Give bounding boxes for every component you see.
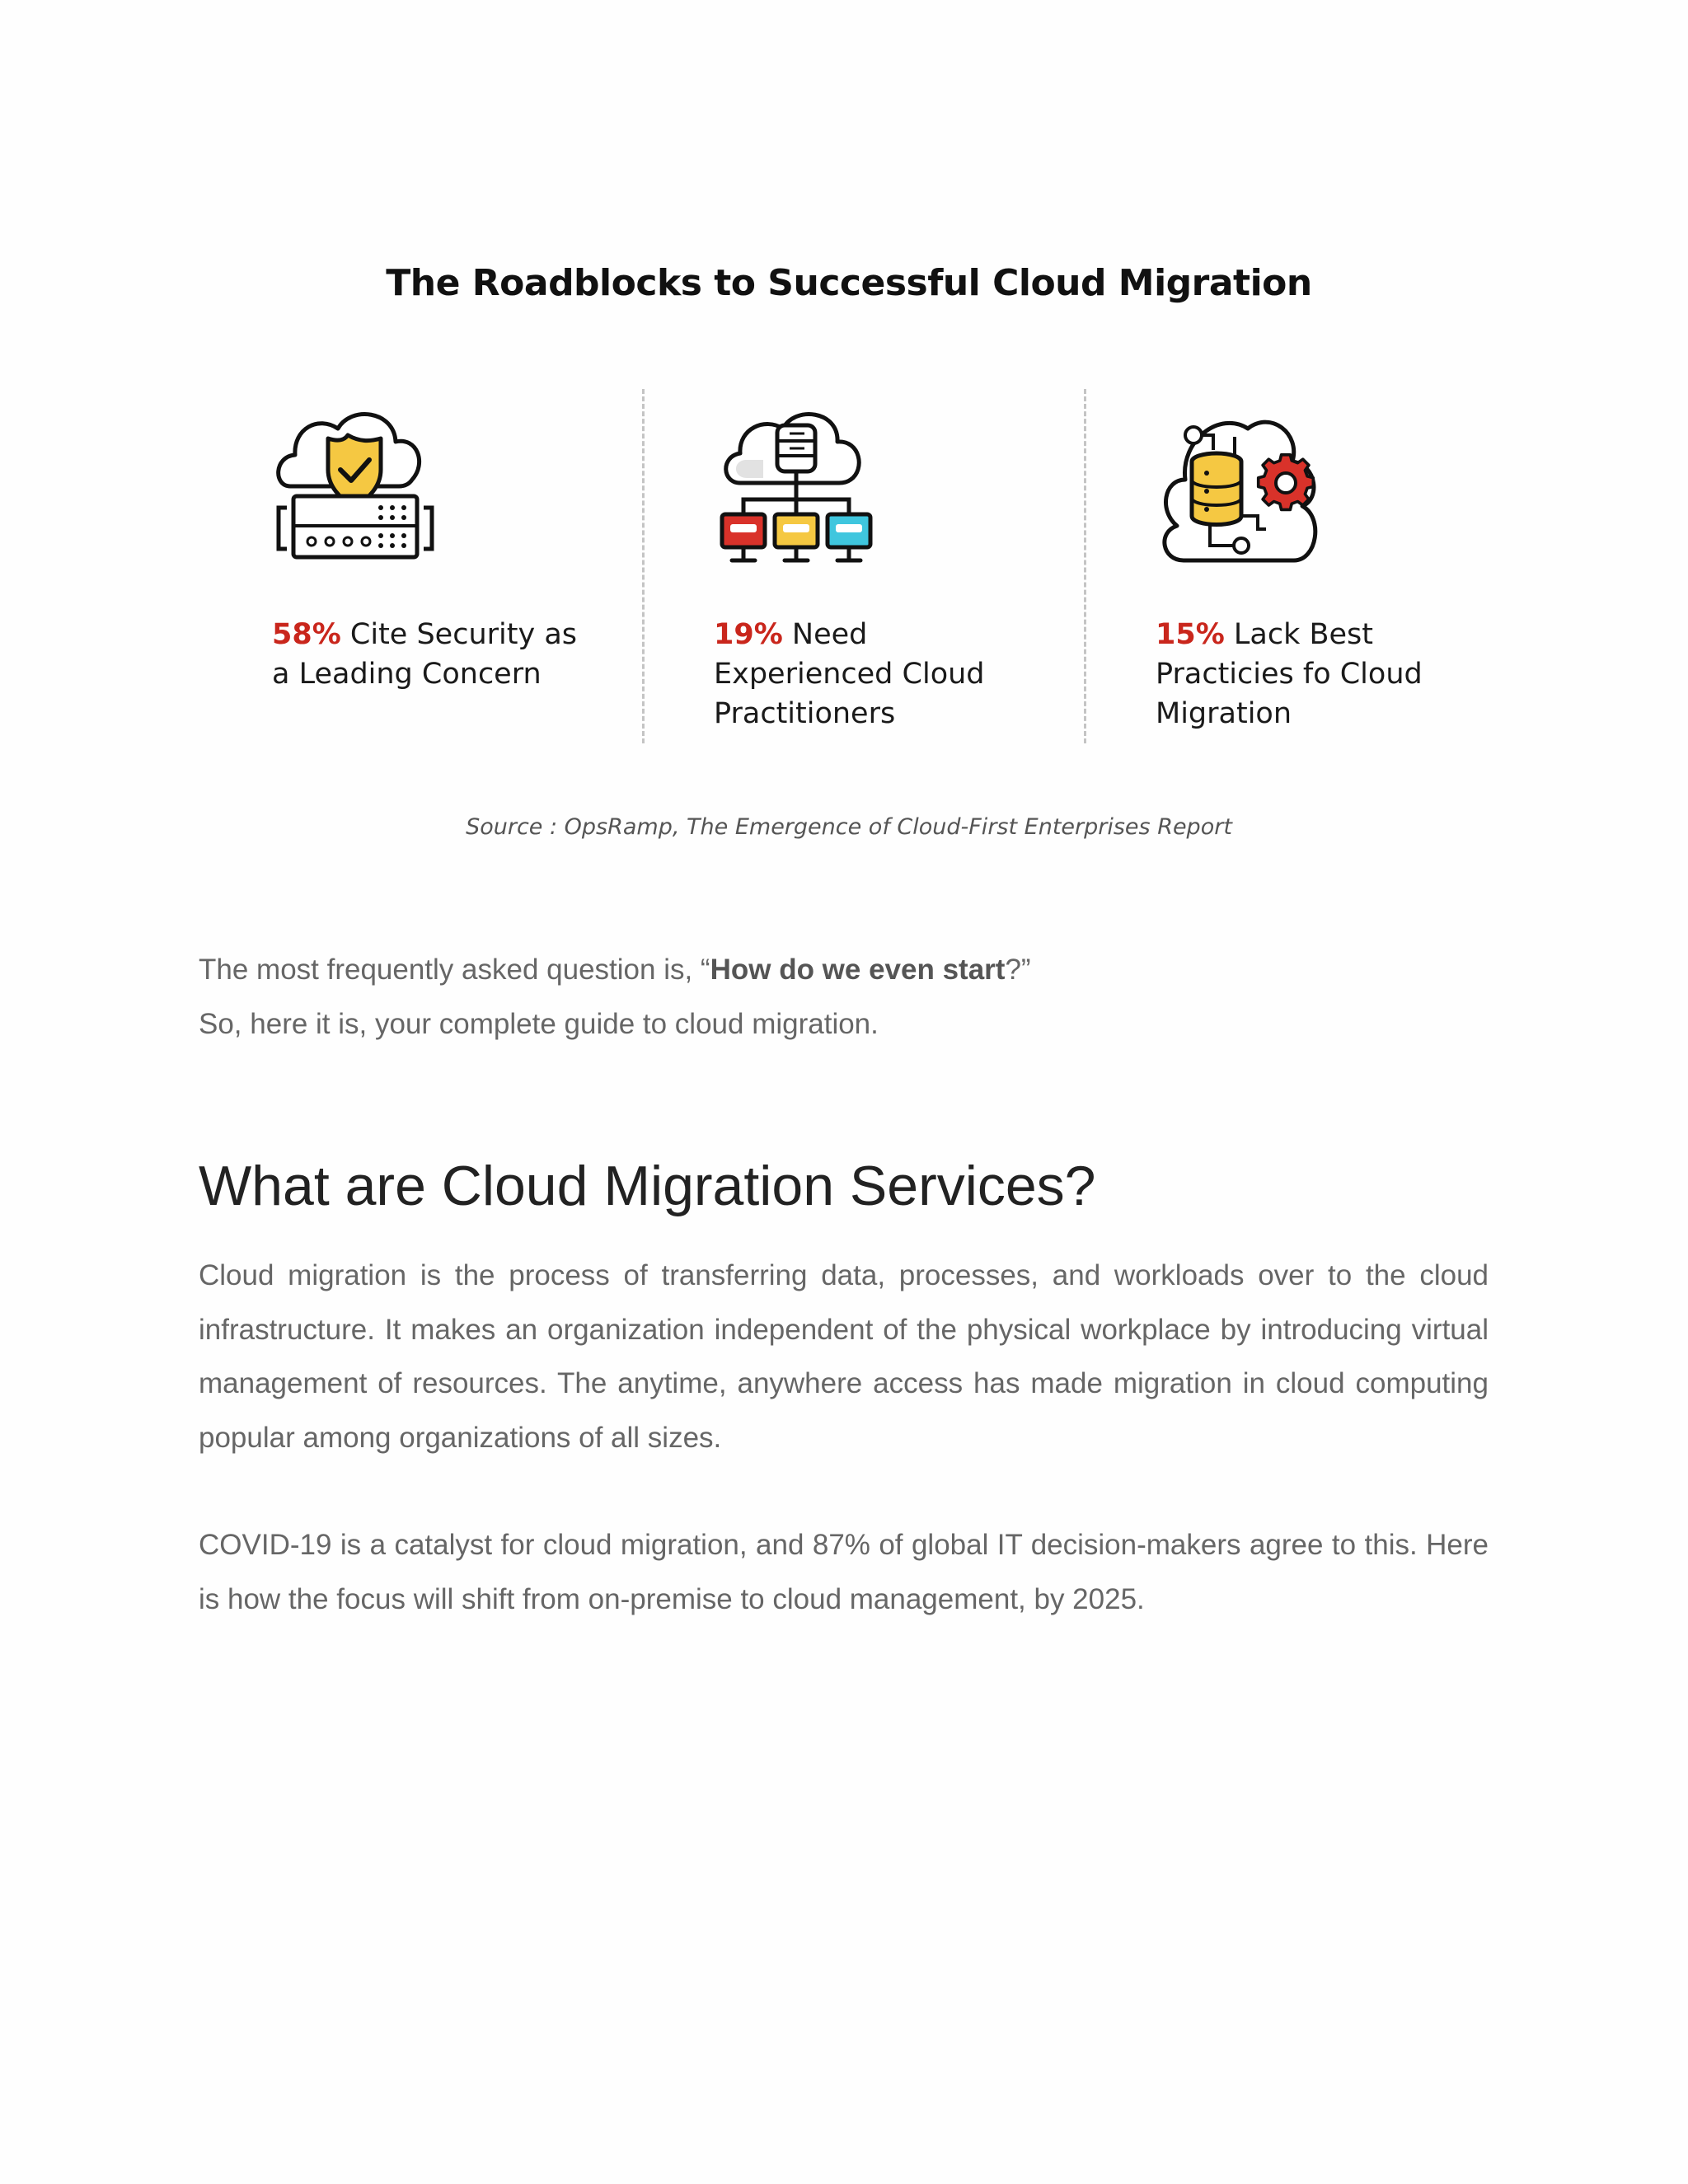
stat-label-line3: Migration xyxy=(1156,697,1292,730)
cloud-shield-server-icon xyxy=(272,404,437,585)
intro-question-prefix: The most frequently asked question is, “ xyxy=(199,954,710,986)
stat-label: Need xyxy=(791,618,868,651)
cloud-network-monitors-icon xyxy=(714,404,879,585)
section-paragraph-1: Cloud migration is the process of transferring data, processes, and workloads over to the cloud infrastructure. It makes an organization independent of the physical workplace by introducing virtual management of resources. The anytime, anywhere access has made migration in cloud computing popular among organizations of all sizes. xyxy=(199,1259,1489,1454)
column-divider xyxy=(642,389,645,743)
intro-question-suffix: ?” xyxy=(1005,954,1031,986)
stat-label-line3: Practitioners xyxy=(714,697,896,730)
column-divider xyxy=(1084,389,1086,743)
infographic-title: The Roadblocks to Successful Cloud Migration xyxy=(386,262,1312,304)
stat-label-line2: Practicies fo Cloud xyxy=(1156,658,1423,691)
stat-text xyxy=(1156,615,1469,733)
stat-percent: 19% xyxy=(714,618,783,651)
stat-percent: 15% xyxy=(1156,618,1225,651)
infographic-source: Source : OpsRamp, The Emergence of Cloud-First Enterprises Report xyxy=(466,814,1232,840)
intro-question-bold: How do we even start xyxy=(710,954,1006,986)
stat-security xyxy=(272,404,585,694)
stat-label-line2: a Leading Concern xyxy=(272,658,542,691)
stat-text xyxy=(714,615,1027,733)
stat-label: Lack Best xyxy=(1233,618,1374,651)
stat-best-practices xyxy=(1156,404,1469,733)
section-heading: What are Cloud Migration Services? xyxy=(199,1155,1096,1217)
cloud-database-gear-icon xyxy=(1156,404,1320,585)
intro-line2: So, here it is, your complete guide to cloud migration. xyxy=(199,1007,879,1040)
section-paragraph-2: COVID-19 is a catalyst for cloud migration, and 87% of global IT decision-makers agree to this. Here is how the focus will shift from on-premise to cloud management, by 2025. xyxy=(199,1529,1489,1615)
intro-paragraph xyxy=(199,943,1489,1051)
stat-practitioners xyxy=(714,404,1027,733)
stat-percent: 58% xyxy=(272,618,341,651)
stat-text xyxy=(272,615,585,694)
stat-label: Cite Security as xyxy=(349,618,577,651)
stat-label-line2: Experienced Cloud xyxy=(714,658,985,691)
